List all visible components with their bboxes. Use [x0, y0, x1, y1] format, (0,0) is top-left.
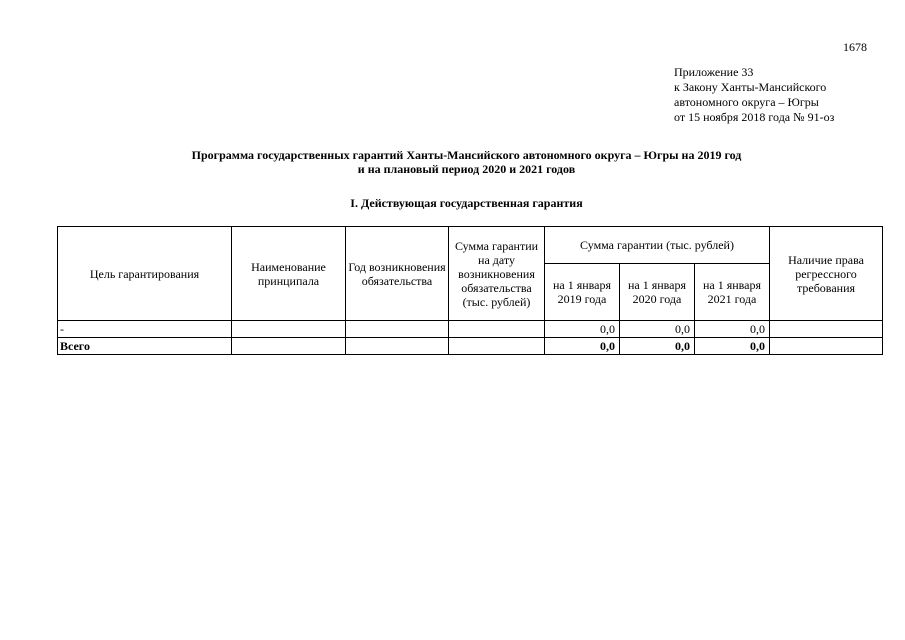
section-title: I. Действующая государственная гарантия [350, 196, 583, 210]
title-line-1: Программа государственных гарантий Ханты-Мансийского автономного округа – Югры на 2019 год [191, 148, 742, 162]
cell-amount-at-date [449, 321, 545, 338]
total-row [58, 338, 883, 355]
title-line-2: и на плановый период 2020 и 2021 годов [357, 162, 576, 176]
total-cell-empty [449, 338, 545, 355]
cell-2020: 0,0 [620, 321, 695, 338]
header-principal: Наименование принципала [232, 227, 346, 321]
cell-2019: 0,0 [545, 321, 620, 338]
cell-purpose: - [58, 321, 232, 338]
document-title [0, 148, 905, 176]
total-2021: 0,0 [695, 338, 770, 355]
total-2020: 0,0 [620, 338, 695, 355]
table-row [58, 321, 883, 338]
total-cell-empty [232, 338, 346, 355]
header-2021: на 1 января 2021 года [695, 264, 770, 321]
header-2020: на 1 января 2020 года [620, 264, 695, 321]
header-amount-group: Сумма гарантии (тыс. рублей) [545, 227, 770, 264]
appendix-line: автономного округа – Югры [674, 95, 819, 109]
header-purpose: Цель гарантирования [58, 227, 232, 321]
total-label: Всего [58, 338, 232, 355]
cell-regress [770, 321, 883, 338]
total-2019: 0,0 [545, 338, 620, 355]
appendix-line: к Закону Ханты-Мансийского [674, 80, 827, 94]
total-cell-empty [770, 338, 883, 355]
appendix-line: Приложение 33 [674, 65, 754, 79]
guarantee-table [57, 226, 883, 355]
header-year: Год возникновения обязательства [346, 227, 449, 321]
cell-year [346, 321, 449, 338]
header-regress: Наличие права регрессного требования [770, 227, 883, 321]
page-number: 1678 [843, 40, 867, 54]
total-cell-empty [346, 338, 449, 355]
header-2019: на 1 января 2019 года [545, 264, 620, 321]
appendix-line: от 15 ноября 2018 года № 91-оз [674, 110, 835, 124]
cell-2021: 0,0 [695, 321, 770, 338]
header-amount-at-date: Сумма гарантии на дату возникновения обязательства (тыс. рублей) [449, 227, 545, 321]
cell-principal [232, 321, 346, 338]
appendix-note [674, 65, 834, 125]
